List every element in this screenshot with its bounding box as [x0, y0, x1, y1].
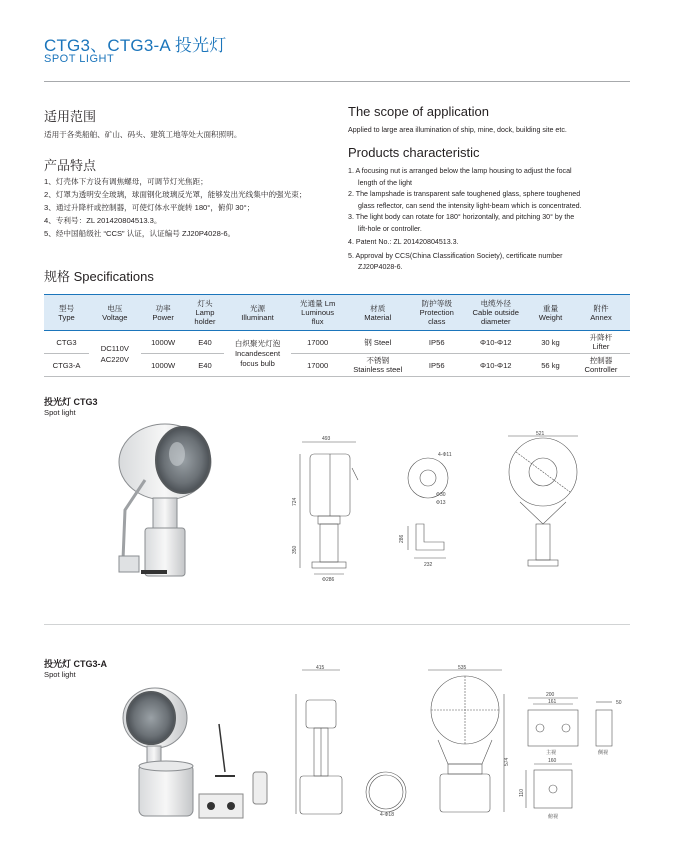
col-annex: 附件 Annex [572, 295, 630, 331]
table-row: CTG3 DC110V AC220V 1000W E40 白炽聚光灯泡 Incandescent focus bulb 17000 钢 Steel IP56 Φ10-Φ12 30 kg 升降杆 Lifter [44, 331, 630, 354]
col-type: 型号 Type [44, 295, 89, 331]
col-illuminant: 光源 Illuminant [224, 295, 291, 331]
header-divider [44, 81, 630, 82]
feature-line-en: 5. Approval by CCS(China Classification Society), certificate number [348, 251, 563, 260]
svg-text:493: 493 [322, 436, 331, 442]
feature-line-en: glass reflector, can send the intensity light-beam which is concentrated. [358, 201, 582, 210]
svg-text:724: 724 [292, 497, 298, 506]
section1-caption-cn: 投光灯 CTG3 [44, 397, 98, 407]
feature-line-en: 1. A focusing nut is arranged below the lamp housing to adjust the focal [348, 167, 572, 175]
feature-line-en: 2. The lampshade is transparent safe toughened glass, sphere toughened [348, 190, 581, 198]
svg-text:Φ30: Φ30 [436, 492, 446, 498]
svg-text:110: 110 [519, 789, 525, 797]
svg-text:Φ13: Φ13 [436, 500, 446, 506]
col-protection: 防护等级 Protection class [411, 295, 463, 331]
page-title: CTG3、CTG3-A 投光灯 [44, 36, 227, 55]
table-row: CTG3-A 1000W E40 17000 不锈钢 Stainless steel IP56 Φ10-Φ12 56 kg 控制器 Controller [44, 354, 630, 377]
features-list-en [348, 166, 632, 274]
feature-line-en: length of the light [358, 178, 413, 187]
svg-text:574: 574 [504, 757, 510, 766]
feature-item-cn: 1、灯壳体下方设有调焦螺母，可调节灯光焦距； [44, 177, 208, 186]
col-power: 功率 Power [141, 295, 186, 331]
feature-line-en: 3. The light body can rotate for 180° horizontally, and pitching 30° by the [348, 213, 575, 221]
svg-text:521: 521 [536, 431, 545, 437]
scope-heading-cn: 适用范围 [44, 109, 97, 124]
ctg3a-photo [115, 680, 275, 820]
ctg3a-base-drawing [360, 768, 415, 818]
feature-item-cn: 5、经中国船级社 “CCS” 认证，认证编号 ZJ20P4028-6。 [44, 229, 236, 238]
feature-line-en: 4. Patent No.: ZL 201420804513.3. [348, 238, 459, 246]
col-holder: 灯头 Lamp holder [186, 295, 225, 331]
col-material: 材质 Material [344, 295, 411, 331]
ctg3-side-drawing [292, 432, 367, 582]
feature-item-cn: 4、专利号：ZL 201420804513.3。 [44, 216, 162, 225]
svg-text:50: 50 [616, 700, 622, 706]
col-weight: 重量 Weight [529, 295, 572, 331]
svg-text:535: 535 [458, 665, 467, 671]
features-list-cn [44, 175, 344, 240]
features-heading-cn: 产品特点 [44, 158, 97, 173]
ctg3-front-drawing [498, 432, 588, 582]
svg-text:415: 415 [316, 665, 325, 671]
scope-text-cn: 适用于各类船舶、矿山、码头、建筑工地等处大面积照明。 [44, 130, 242, 139]
ctg3-base-drawing [400, 446, 465, 576]
section-divider [44, 624, 630, 625]
svg-text:俯视: 俯视 [548, 814, 559, 820]
section1-caption-en: Spot light [44, 408, 76, 417]
scope-text-en: Applied to large area illumination of ship, mine, dock, building site etc. [348, 126, 567, 134]
svg-text:286: 286 [399, 534, 405, 543]
svg-text:侧视: 侧视 [598, 750, 609, 756]
svg-text:4-Φ11: 4-Φ11 [438, 452, 452, 458]
feature-line-en: lift-hole or controller. [358, 224, 422, 233]
ctg3a-controller-drawing [520, 690, 630, 825]
section2-caption-cn: 投光灯 CTG3-A [44, 659, 108, 669]
col-voltage: 电压 Voltage [89, 295, 141, 331]
svg-text:161: 161 [548, 699, 557, 705]
feature-item-cn: 3、通过升降杆或控制器，可使灯体水平旋转 180°，俯仰 30°； [44, 203, 255, 212]
section2-caption-en: Spot light [44, 670, 76, 679]
col-flux: 光通量 Lm Luminous flux [291, 295, 345, 331]
ctg3-photo [105, 410, 225, 590]
scope-heading-en: The scope of application [348, 104, 489, 119]
svg-text:主视: 主视 [546, 750, 557, 756]
specs-heading: 规格 Specifications [44, 269, 154, 284]
col-cable: 电缆外径 Cable outside diameter [463, 295, 530, 331]
specs-table [44, 294, 630, 377]
features-heading-en: Products characteristic [348, 145, 480, 160]
ctg3a-front-drawing [420, 664, 510, 824]
ctg3a-side-drawing [290, 664, 350, 824]
page-subtitle: SPOT LIGHT [44, 53, 115, 65]
svg-text:200: 200 [546, 692, 555, 698]
svg-text:Φ286: Φ286 [322, 577, 335, 583]
svg-text:160: 160 [548, 758, 557, 764]
feature-line-en: ZJ20P4028-6. [358, 263, 403, 271]
svg-text:4-Φ18: 4-Φ18 [380, 812, 394, 818]
svg-text:232: 232 [424, 562, 433, 568]
svg-text:350: 350 [292, 545, 298, 554]
feature-item-cn: 2、灯罩为透明安全玻璃，球面钢化玻璃反光罩，能够发出光线集中的强光束； [44, 190, 307, 199]
